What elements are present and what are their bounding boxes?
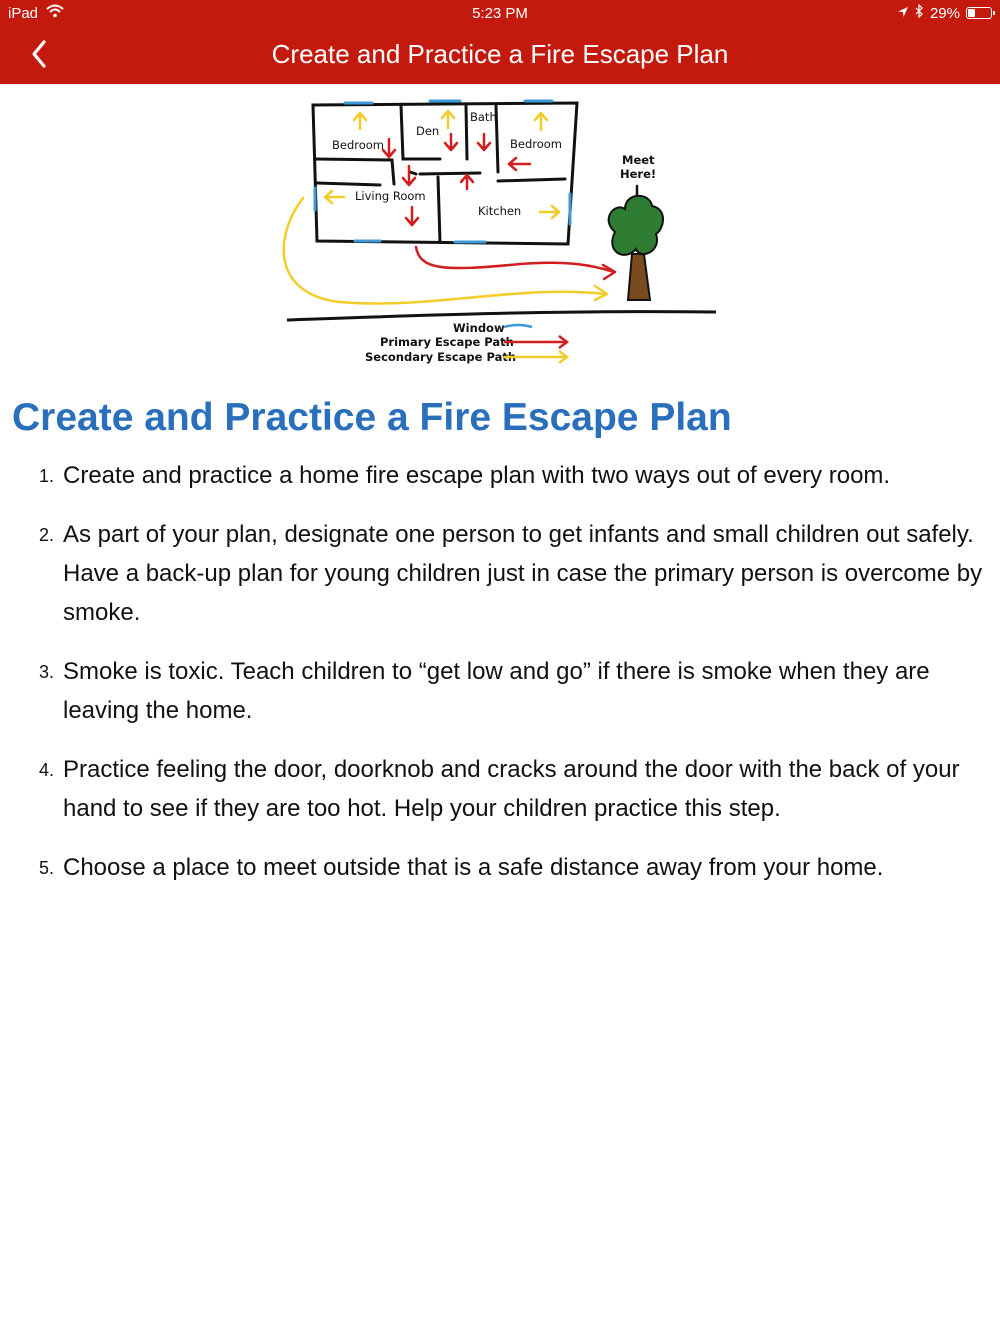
battery-percent: 29% xyxy=(929,4,960,22)
step-item xyxy=(0,848,1000,887)
room-label-living-room: Living Room xyxy=(355,189,426,203)
legend-window-swatch xyxy=(504,325,532,327)
legend-secondary-label: Secondary Escape Path xyxy=(365,350,517,364)
step-number: 5. xyxy=(39,858,55,878)
status-bar xyxy=(0,0,1000,28)
windows xyxy=(315,101,570,242)
carrier-label: iPad xyxy=(8,5,39,22)
step-number: 4. xyxy=(39,760,55,780)
room-label-bedroom-left: Bedroom xyxy=(332,138,385,152)
step-number: 2. xyxy=(39,525,55,545)
step-item xyxy=(0,652,1000,730)
legend-window-label: Window xyxy=(453,321,505,335)
escape-plan-diagram xyxy=(0,84,1000,384)
meet-label-line2: Here! xyxy=(620,167,657,181)
ground-line xyxy=(287,312,716,320)
room-label-bedroom-right: Bedroom xyxy=(510,137,563,151)
bluetooth-icon xyxy=(915,4,924,22)
step-number: 3. xyxy=(39,662,55,682)
status-right xyxy=(897,4,992,22)
step-text: Practice feeling the door, doorknob and cracks around the door with the back of your hand to see if they are too hot. Help your children practice this step. xyxy=(63,756,960,822)
room-label-den: Den xyxy=(416,124,440,138)
house-floorplan xyxy=(313,103,577,244)
status-time: 5:23 PM xyxy=(472,5,528,22)
app-header xyxy=(0,0,1000,84)
nav-title: Create and Practice a Fire Escape Plan xyxy=(271,39,729,69)
step-item xyxy=(0,750,1000,828)
step-text: Choose a place to meet outside that is a safe distance away from your home. xyxy=(63,854,884,881)
legend xyxy=(365,321,567,364)
step-item xyxy=(0,456,1000,495)
meeting-tree-icon xyxy=(609,196,663,300)
room-label-kitchen: Kitchen xyxy=(478,204,522,218)
legend-primary-label: Primary Escape Path xyxy=(380,335,514,349)
battery-icon xyxy=(966,7,992,19)
step-number: 1. xyxy=(39,466,55,486)
step-text: As part of your plan, designate one person to get infants and small children out safely. Have a back-up plan for young children just in case the primary person is overcome by smoke. xyxy=(63,521,983,626)
page-title: Create and Practice a Fire Escape Plan xyxy=(12,396,732,439)
room-label-bath: Bath xyxy=(470,110,497,124)
location-icon xyxy=(897,5,909,22)
meet-label-line1: Meet xyxy=(622,153,655,167)
steps-list xyxy=(0,456,1000,907)
step-text: Create and practice a home fire escape plan with two ways out of every room. xyxy=(63,462,891,489)
step-text: Smoke is toxic. Teach children to “get low and go” if there is smoke when they are leaving the home. xyxy=(63,658,930,724)
step-item xyxy=(0,515,1000,632)
